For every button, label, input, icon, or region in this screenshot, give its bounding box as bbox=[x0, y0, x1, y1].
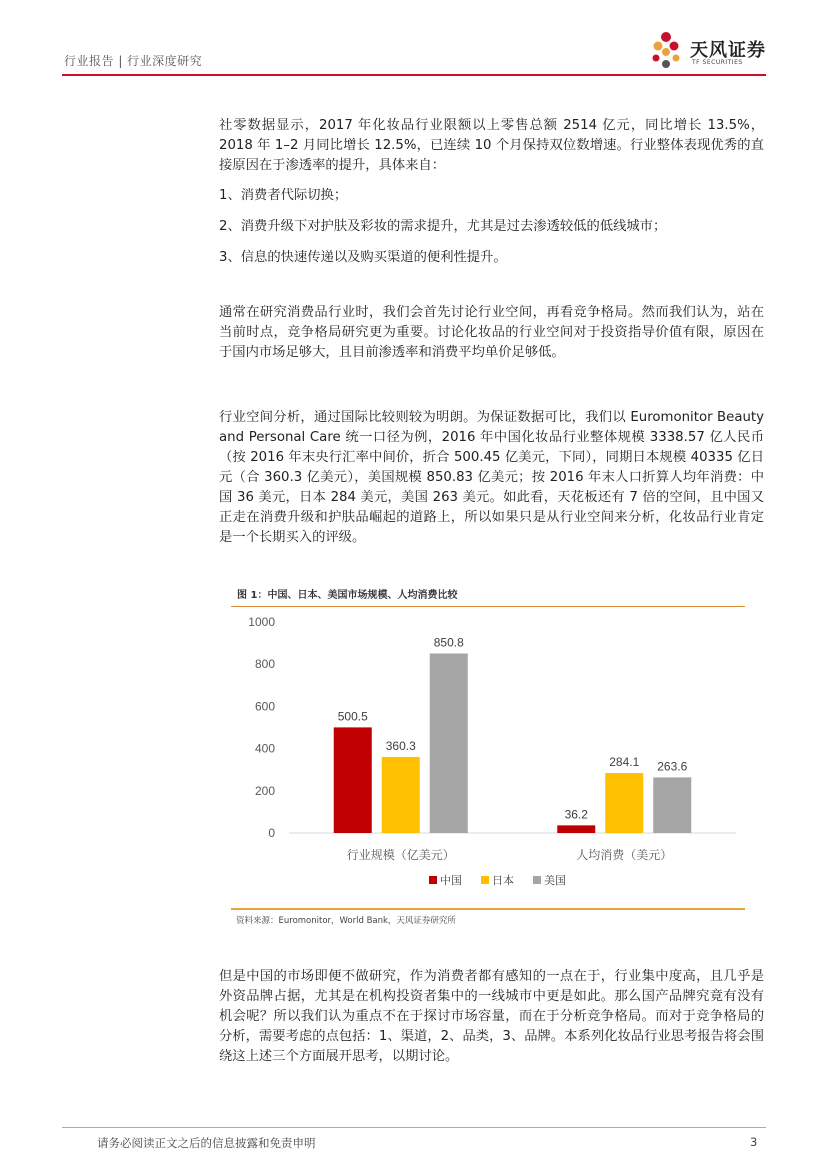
list-item-2: 2、消费升级下对护肤及彩妆的需求提升，尤其是过去渗透较低的低线城市； bbox=[219, 219, 667, 234]
bar-日本 bbox=[382, 757, 420, 833]
bar-美国 bbox=[430, 653, 468, 833]
brand-logo bbox=[650, 30, 770, 72]
header-report-type: 行业报告 | 行业深度研究 bbox=[64, 54, 203, 68]
chart-bottom-rule bbox=[231, 908, 745, 910]
legend-swatch bbox=[429, 876, 437, 884]
chart-figure bbox=[231, 580, 745, 910]
paragraph-retail-data: 社零数据显示，2017 年化妆品行业限额以上零售总额 2514 亿元，同比增长 13.5%，2018 年 1–2 月同比增长 12.5%，已连续 10 个月保持双位数增速。行业整体表现优秀的直接原因在于渗透率的提升，具体来自： bbox=[219, 118, 764, 173]
y-tick-label: 200 bbox=[254, 783, 275, 798]
bar-日本 bbox=[605, 773, 643, 833]
x-tick-label: 行业规模（亿美元） bbox=[346, 848, 455, 862]
header-divider bbox=[62, 74, 766, 76]
list-item-3: 3、信息的快速传递以及购买渠道的便利性提升。 bbox=[219, 250, 507, 265]
legend-label: 日本 bbox=[492, 874, 514, 887]
data-label: 360.3 bbox=[385, 738, 416, 753]
legend-swatch bbox=[481, 876, 489, 884]
page-number: 3 bbox=[750, 1135, 758, 1149]
data-label: 850.8 bbox=[433, 635, 464, 650]
data-label: 500.5 bbox=[337, 709, 368, 724]
chart-source: 资料来源：Euromonitor，World Bank，天风证券研究所 bbox=[236, 916, 456, 926]
chart-title-rule bbox=[231, 606, 745, 607]
paragraph-conclusion: 但是中国的市场即便不做研究，作为消费者都有感知的一点在于，行业集中度高，且几乎是外资品牌占据，尤其是在机构投资者集中的一线城市中更是如此。那么国产品牌究竟有没有机会呢？所以我们认为重点不在于探讨市场容量，而在于分析竞争格局。而对于竞争格局的分析，需要考虑的点包括：1、渠道，2、品类，3、品牌。本系列化妆品行业思考报告将会围绕这上述三个方面展开思考，以期讨论。 bbox=[219, 969, 764, 1064]
data-label: 36.2 bbox=[564, 807, 588, 822]
footer-divider bbox=[62, 1127, 766, 1128]
brand-name-en: TF SECURITIES bbox=[692, 59, 743, 66]
legend-label: 中国 bbox=[440, 874, 462, 887]
list-item-1: 1、消费者代际切换； bbox=[219, 188, 348, 203]
bar-中国 bbox=[557, 825, 595, 833]
legend-label: 美国 bbox=[544, 874, 566, 887]
bar-美国 bbox=[653, 777, 691, 833]
paragraph-market-space: 行业空间分析，通过国际比较则较为明朗。为保证数据可比，我们以 Euromonitor Beauty and Personal Care 统一口径为例，2016 年中国化妆品行业整体规模 3338.57 亿人民币（按 2016 年末央行汇率中间价，折合 500.45 亿美元，下同），同期日本规模 40335 亿日元（合 360.3 亿美元），美国规模 850.83 亿美元；按 2016 年末人口折算人均年消费：中国 36 美元，日本 284 美元，美国 263 美元。如此看，天花板还有 7 倍的空间，且中国又正走在消费升级和护肤品崛起的道路上，所以如果只是从行业空间来分析，化妆品行业肯定是一个长期买入的评级。 bbox=[219, 410, 764, 545]
y-tick-label: 800 bbox=[254, 657, 275, 672]
x-tick-label: 人均消费（美元） bbox=[576, 848, 673, 862]
brand-name-cn: 天风证券 bbox=[690, 40, 766, 61]
legend-swatch bbox=[533, 876, 541, 884]
bar-中国 bbox=[334, 727, 372, 833]
y-tick-label: 400 bbox=[254, 741, 275, 756]
y-tick-label: 0 bbox=[268, 826, 275, 840]
data-label: 284.1 bbox=[609, 755, 640, 770]
bar-chart bbox=[231, 608, 745, 908]
chart-title: 图 1：中国、日本、美国市场规模、人均消费比较 bbox=[237, 590, 458, 601]
y-tick-label: 600 bbox=[254, 699, 275, 714]
footer-disclaimer: 请务必阅读正文之后的信息披露和免责申明 bbox=[97, 1136, 316, 1150]
paragraph-competition: 通常在研究消费品行业时，我们会首先讨论行业空间，再看竞争格局。然而我们认为，站在当前时点，竞争格局研究更为重要。讨论化妆品的行业空间对于投资指导价值有限，原因在于国内市场足够大，且目前渗透率和消费平均单价足够低。 bbox=[219, 305, 764, 360]
data-label: 263.6 bbox=[657, 759, 688, 774]
y-tick-label: 1000 bbox=[248, 615, 275, 629]
logo-mark-icon bbox=[650, 30, 684, 72]
